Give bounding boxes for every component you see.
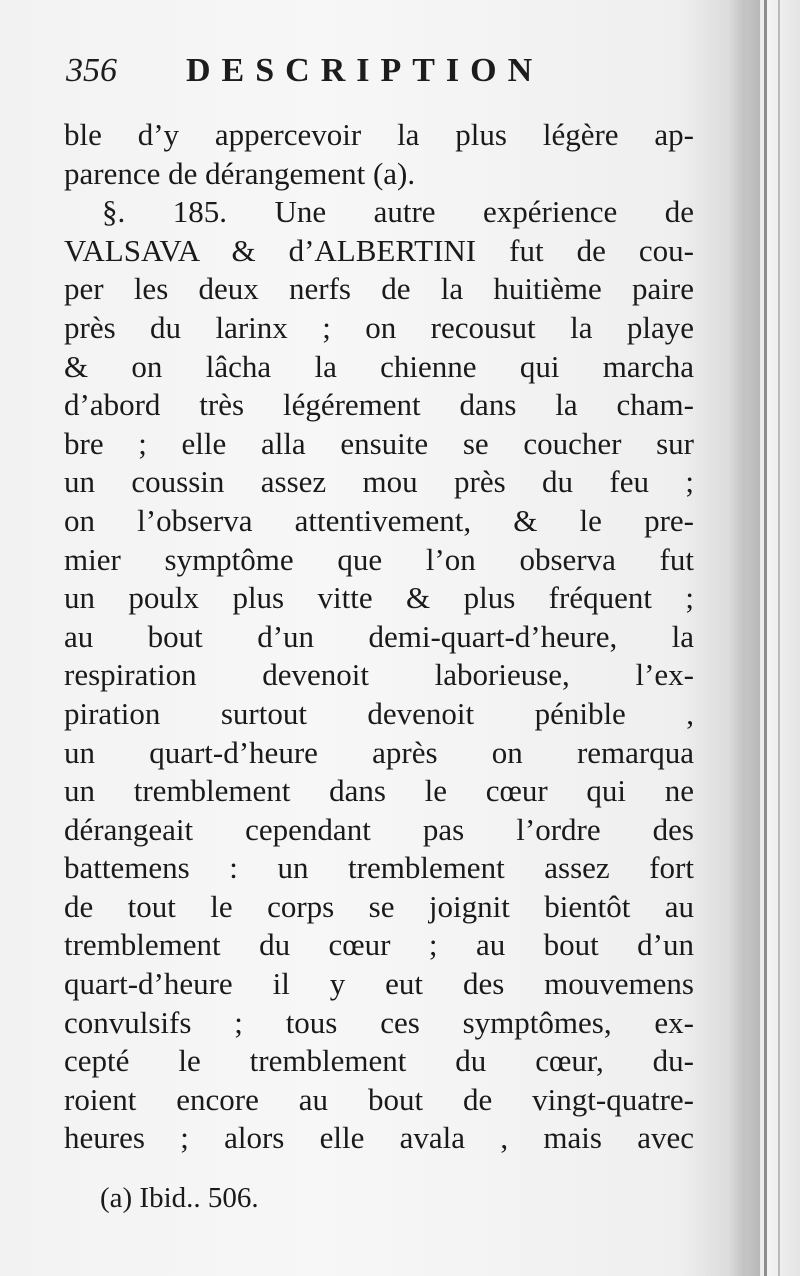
text-line: & on lâcha la chienne qui marcha (64, 348, 694, 384)
page-fold-shadow (728, 0, 760, 1276)
text-line: on l’observa attentivement, & le pre- (64, 502, 694, 538)
running-head: DESCRIPTION (186, 52, 544, 89)
text-line: battemens : un tremblement assez fort (64, 850, 694, 886)
text-line: roient encore au bout de vingt-quatre- (64, 1081, 694, 1117)
text-line: cepté le tremblement du cœur, du- (64, 1043, 694, 1079)
text-line: au bout d’un demi-quart-d’heure, la (64, 618, 694, 654)
text-line: un tremblement dans le cœur qui ne (64, 773, 694, 809)
text-line: parence de dérangement (a). (64, 155, 416, 191)
text-line: ble d’y appercevoir la plus légère ap- (64, 117, 694, 152)
text-line: bre ; elle alla ensuite se coucher sur (64, 425, 694, 461)
text-line: respiration devenoit laborieuse, l’ex- (64, 657, 694, 693)
text-line: près du larinx ; on recousut la playe (64, 309, 694, 345)
text-line: convulsifs ; tous ces symptômes, ex- (64, 1004, 694, 1040)
text-line: VALSAVA & d’ALBERTINI fut de cou- (64, 232, 694, 268)
page-edge-secondary (778, 0, 780, 1276)
page-number: 356 (66, 52, 117, 89)
text-line: mier symptôme que l’on observa fut (64, 541, 694, 577)
text-line: dérangeait cependant pas l’ordre des (64, 811, 694, 847)
text-line: tremblement du cœur ; au bout d’un (64, 927, 694, 963)
footnote: (a) Ibid.. 506. (100, 1182, 259, 1214)
text-line: d’abord très légérement dans la cham- (64, 387, 694, 423)
page-edge (764, 0, 767, 1276)
text-line: §. 185. Une autre expérience de (102, 194, 694, 230)
body-text (64, 116, 694, 1158)
text-line: un poulx plus vitte & plus fréquent ; (64, 580, 694, 616)
text-line: un coussin assez mou près du feu ; (64, 464, 694, 500)
text-line: un quart-d’heure après on remarqua (64, 734, 694, 770)
text-line: per les deux nerfs de la huitième paire (64, 271, 694, 307)
text-line: quart-d’heure il y eut des mouvemens (64, 966, 694, 1002)
text-line: heures ; alors elle avala , mais avec (64, 1120, 694, 1156)
page-header (66, 52, 696, 98)
text-line: piration surtout devenoit pénible , (64, 695, 694, 731)
text-line: de tout le corps se joignit bientôt au (64, 888, 694, 924)
